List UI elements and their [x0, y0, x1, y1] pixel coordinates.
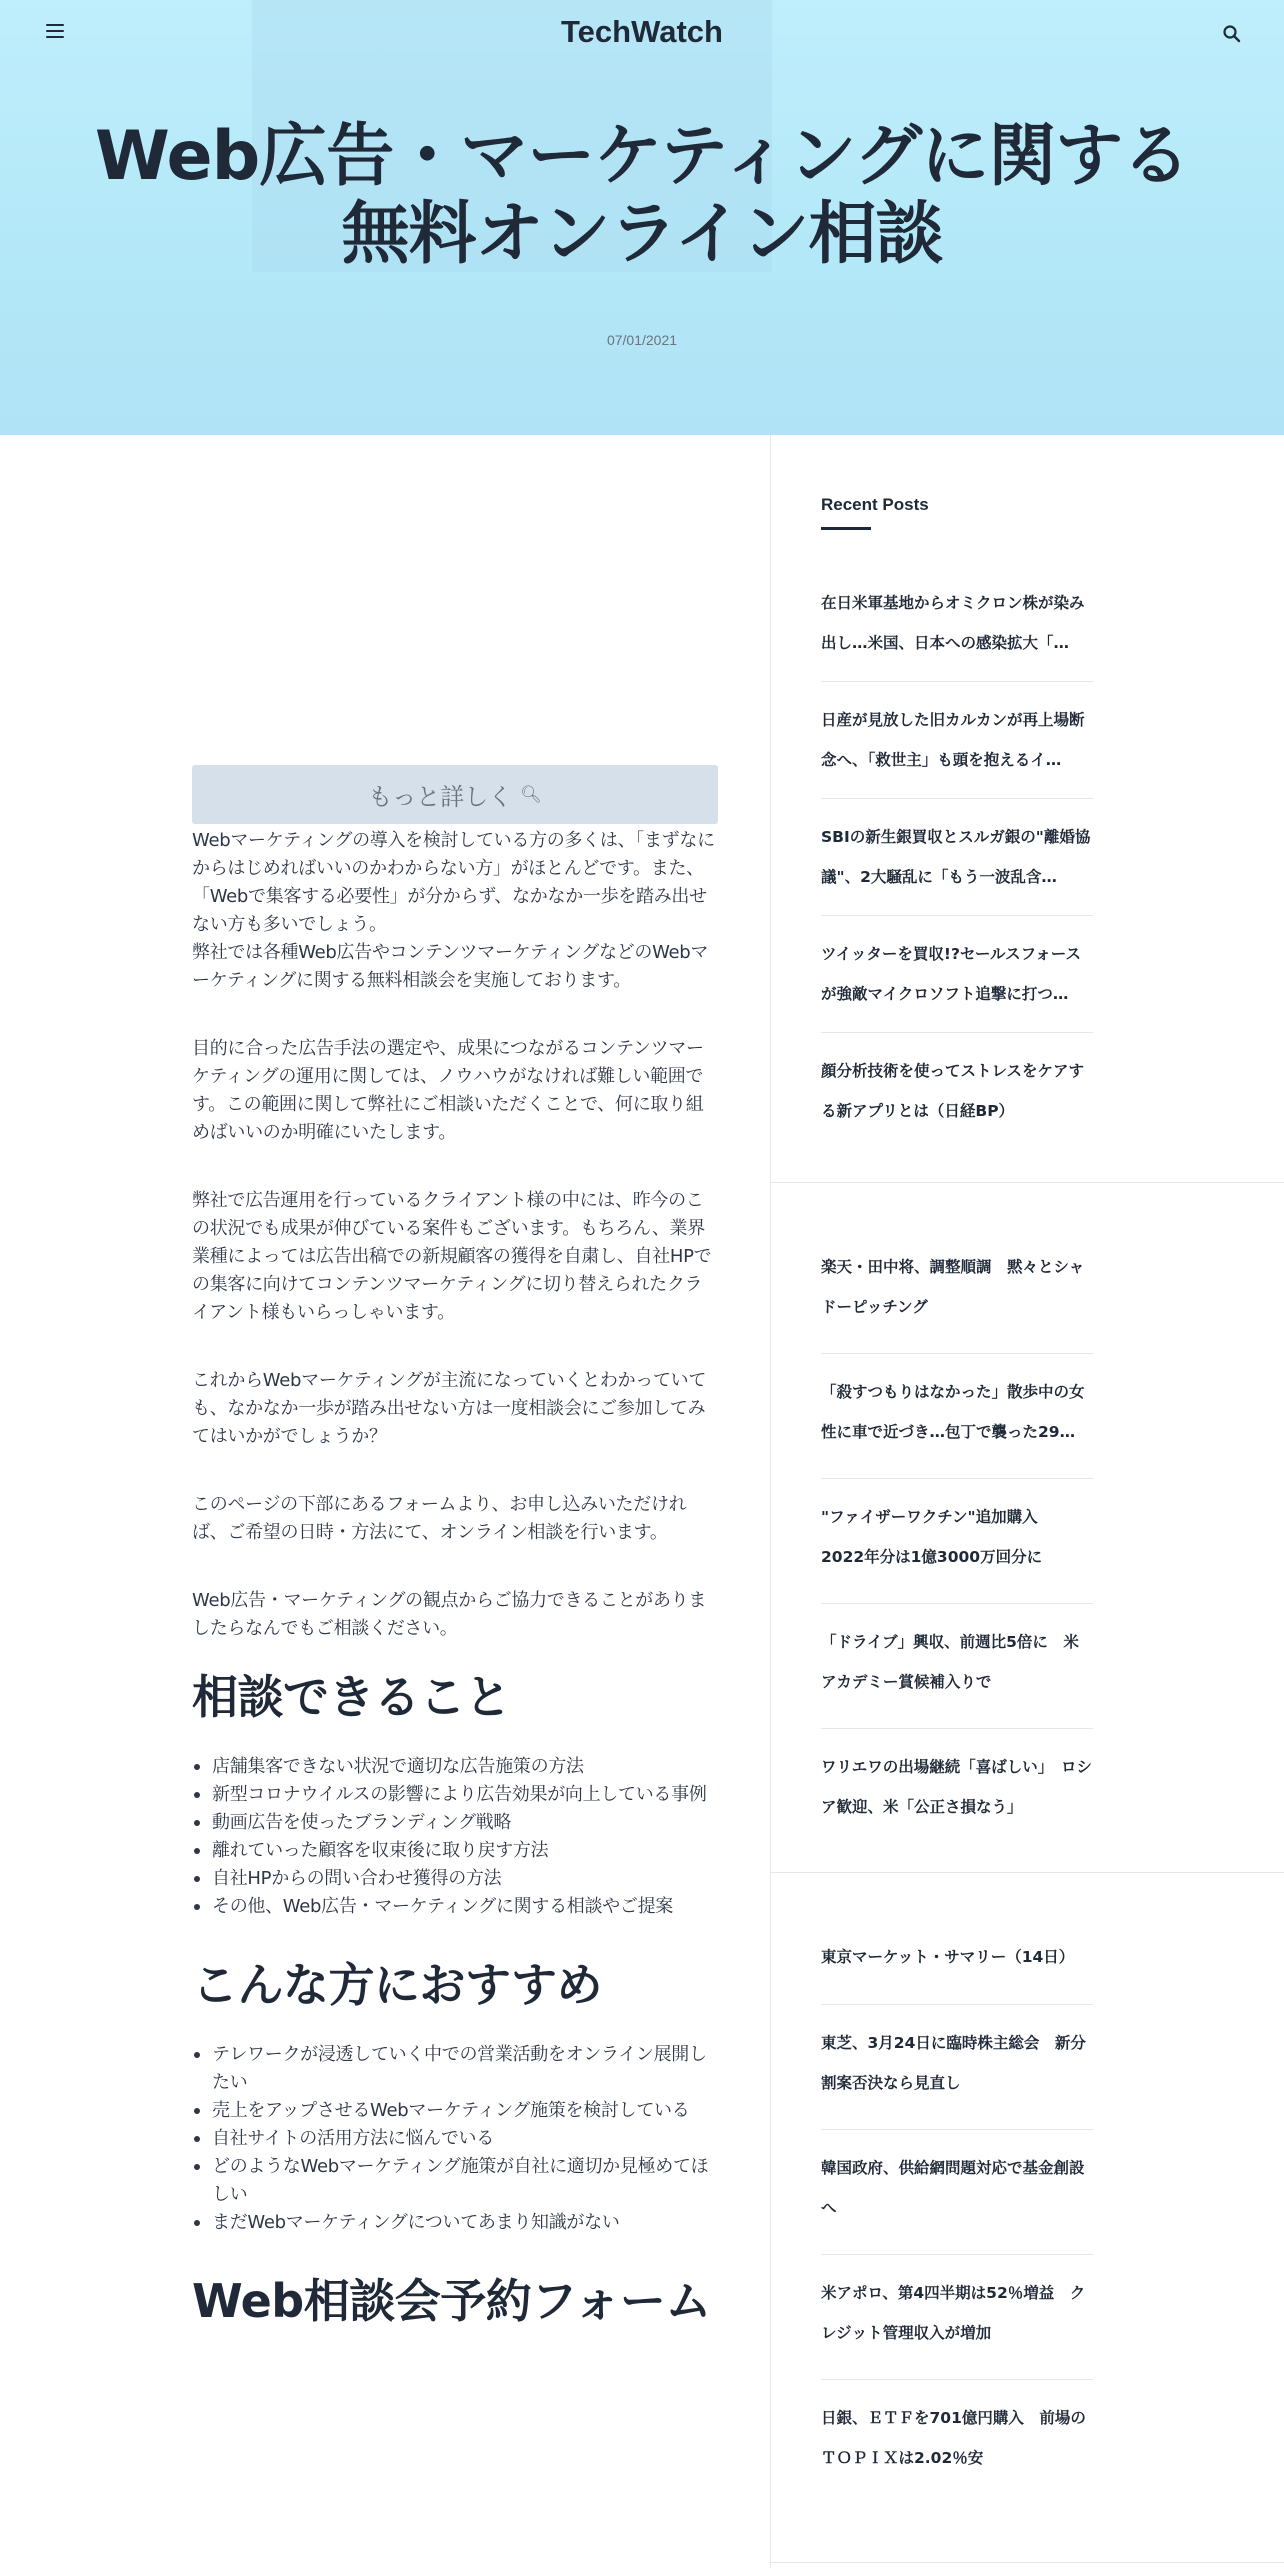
section-heading-recommended: こんな方におすすめ	[192, 1958, 602, 2012]
sidebar-post-link[interactable]: 東芝、3月24日に臨時株主総会 新分割案否決なら見直し	[821, 2005, 1093, 2130]
posts-widget-3	[771, 1873, 1284, 2563]
magnifier-icon: 🔍︎	[520, 784, 542, 805]
sidebar-post-link[interactable]: 顔分析技術を使ってストレスをケアする新アプリとは（日経BP）	[821, 1062, 1085, 1120]
list-item: 売上をアップさせるWebマーケティング施策を検討している	[192, 2097, 718, 2125]
sidebar-post-link[interactable]: 在日米軍基地からオミクロン株が染み出し…米国、日本への感染拡大「…	[821, 565, 1093, 682]
list-item: 動画広告を使ったブランディング戦略	[192, 1809, 718, 1837]
site-brand[interactable]: TechWatch	[561, 14, 723, 49]
article-paragraph: これからWebマーケティングが主流になっていくとわかっていても、なかなか一歩が踏み出せない方は一度相談会にご参加してみてはいかがでしょうか？	[192, 1370, 707, 1447]
hero-header	[0, 0, 1284, 435]
article-paragraph: 目的に合った広告手法の選定や、成果につながるコンテンツマーケティングの運用に関しては、ノウハウがなければ難しい範囲です。この範囲に関して弊社にご相談いただくことで、何に取り組めばいいのか明確にいたします。	[192, 1038, 704, 1143]
article-body	[192, 827, 718, 2357]
section-heading-reservation-form: Web相談会予約フォーム	[192, 2274, 711, 2328]
section-heading-consultation: 相談できること	[192, 1670, 511, 1724]
sidebar-post-link[interactable]: "ファイザーワクチン"追加購入 2022年分は1億3000万回分に	[821, 1479, 1093, 1604]
sidebar-post-link[interactable]: 楽天・田中将、調整順調 黙々とシャドーピッチング	[821, 1229, 1093, 1354]
post-list	[821, 1229, 1093, 1854]
list-item: 新型コロナウイルスの影響により広告効果が向上している事例	[192, 1781, 718, 1809]
sidebar-post-link[interactable]: 「殺すつもりはなかった」散歩中の女性に車で近づき…包丁で襲った29…	[821, 1354, 1093, 1479]
article-paragraph: このページの下部にあるフォームより、お申し込みいただければ、ご希望の日時・方法にて、オンライン相談を行います。	[192, 1494, 687, 1543]
sidebar-post-link[interactable]: SBIの新生銀買収とスルガ銀の"離婚協議"、2大騒乱に「もう一波乱含…	[821, 799, 1093, 916]
sidebar-post-link[interactable]: 日銀、ＥＴＦを701億円購入 前場のＴＯＰＩＸは2.02％安	[821, 2409, 1086, 2467]
sidebar-post-link[interactable]: ツイッターを買収!?セールスフォースが強敵マイクロソフト追撃に打つ…	[821, 916, 1093, 1033]
more-details-button[interactable]	[192, 765, 718, 824]
list-item: どのようなWebマーケティング施策が自社に適切か見極めてほしい	[192, 2153, 718, 2209]
widget-title: Recent Posts	[821, 495, 929, 514]
list-item: まだWebマーケティングについてあまり知識がない	[192, 2209, 718, 2237]
list-item: 自社HPからの問い合わせ獲得の方法	[192, 1865, 718, 1893]
posts-widget-2	[771, 1183, 1284, 1873]
post-list	[821, 1919, 1093, 2505]
sidebar-post-link[interactable]: 日産が見放した旧カルカンが再上場断念へ、「救世主」も頭を抱えるイ…	[821, 682, 1093, 799]
page-title: Web広告・マーケティングに関する無料オンライン相談	[94, 117, 1190, 274]
list-item: 店舗集客できない状況で適切な広告施策の方法	[192, 1753, 718, 1781]
sidebar-post-link[interactable]: 韓国政府、供給網問題対応で基金創設へ	[821, 2130, 1093, 2255]
sidebar	[770, 435, 1284, 2568]
search-icon[interactable]	[1222, 24, 1242, 44]
widget-title-underline	[821, 527, 871, 530]
sidebar-post-link[interactable]: ワリエワの出場継続「喜ばしい」 ロシア歓迎、米「公正さ損なう」	[821, 1758, 1092, 1816]
recent-posts-widget	[771, 435, 1284, 1183]
sidebar-post-link[interactable]: 東京マーケット・サマリー（14日）	[821, 1919, 1093, 2005]
list-item: テレワークが浸透していく中での営業活動をオンライン展開したい	[192, 2041, 718, 2097]
sidebar-post-link[interactable]: 米アポロ、第4四半期は52％増益 クレジット管理収入が増加	[821, 2255, 1093, 2380]
sidebar-post-link[interactable]: 「ドライブ」興収、前週比5倍に 米アカデミー賞候補入りで	[821, 1604, 1093, 1729]
post-list	[821, 565, 1093, 1150]
more-details-label: もっと詳しく	[368, 783, 513, 811]
list-item: その他、Web広告・マーケティングに関する相談やご提案	[192, 1893, 718, 1921]
article-paragraph: Web広告・マーケティングの観点からご協力できることがありましたらなんでもご相談ください。	[192, 1590, 707, 1639]
consultation-list	[192, 1753, 718, 1921]
post-date: 07/01/2021	[606, 332, 678, 348]
list-item: 離れていった顧客を収束後に取り戻す方法	[192, 1837, 718, 1865]
recommended-list	[192, 2041, 718, 2237]
article-paragraph: Webマーケティングの導入を検討している方の多くは、「まずなにからはじめればいいのかわからない方」がほとんどです。また、「Webで集客する必要性」が分からず、なかなか一歩を踏み出せない方も多いでしょう。 弊社では各種Web広告やコンテンツマーケティングなどのWebマーケティングに関する無料相談会を実施しております。	[192, 830, 715, 991]
list-item: 自社サイトの活用方法に悩んでいる	[192, 2125, 718, 2153]
article-paragraph: 弊社で広告運用を行っているクライアント様の中には、昨今のこの状況でも成果が伸びている案件もございます。もちろん、業界業種によっては広告出稿での新規顧客の獲得を自粛し、自社HPでの集客に向けてコンテンツマーケティングに切り替えられたクライアント様もいらっしゃいます。	[192, 1190, 712, 1323]
